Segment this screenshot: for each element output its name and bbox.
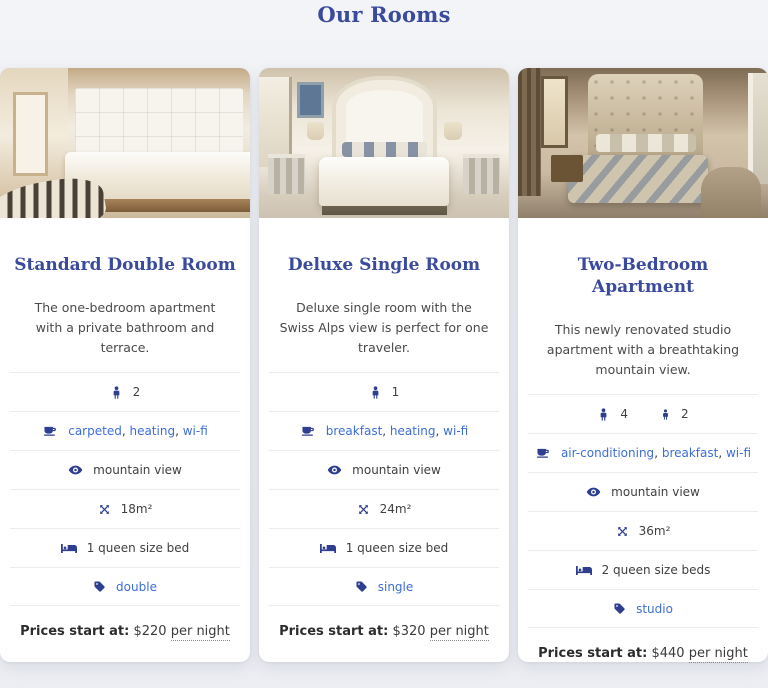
expand-arrows-icon <box>357 503 370 516</box>
photo-duvet <box>568 155 708 203</box>
children-count: 2 <box>681 407 689 421</box>
facility-link[interactable]: breakfast <box>661 446 719 460</box>
size-value: 24m² <box>379 502 412 516</box>
photo-headboard <box>75 88 243 160</box>
photo-mirror <box>748 73 768 184</box>
facility-link[interactable]: heating <box>129 424 176 438</box>
photo-lamp <box>307 122 325 140</box>
adults-count: 2 <box>132 385 141 399</box>
size-row <box>528 511 758 550</box>
facilities-links: carpeted, heating, wi-fi <box>68 424 208 438</box>
bed-icon <box>320 542 336 555</box>
occupancy-row <box>10 372 240 411</box>
room-description: The one-bedroom apartment with a private bathroom and terrace. <box>34 300 216 355</box>
facilities-links: air-conditioning, breakfast, wi-fi <box>560 446 752 460</box>
eye-icon <box>586 486 601 498</box>
person-icon <box>110 385 123 400</box>
room-cards-list <box>0 68 768 662</box>
room-features <box>269 372 499 606</box>
price-amount: $320 <box>392 624 426 639</box>
category-row <box>269 567 499 606</box>
adults-count: 4 <box>620 407 628 421</box>
facilities-row <box>269 411 499 450</box>
person-icon <box>597 407 610 422</box>
occupancy-row <box>269 372 499 411</box>
price-line <box>265 624 503 639</box>
room-description: Deluxe single room with the Swiss Alps view is perfect for one traveler. <box>279 300 489 355</box>
room-title: Deluxe Single Room <box>287 255 481 275</box>
room-photo[interactable] <box>0 68 250 218</box>
size-row <box>10 489 240 528</box>
room-title: Two-Bedroom Apartment <box>577 255 709 297</box>
room-features <box>528 394 758 628</box>
photo-lamp <box>444 122 462 140</box>
photo-curtain <box>518 68 541 196</box>
size-row <box>269 489 499 528</box>
facility-link[interactable]: carpeted <box>68 424 122 438</box>
tag-icon <box>93 580 106 593</box>
view-row <box>10 450 240 489</box>
facility-link[interactable]: wi-fi <box>182 424 208 438</box>
category-link[interactable]: single <box>377 579 414 594</box>
bed-row <box>269 528 499 567</box>
photo-window <box>541 76 569 148</box>
eye-icon <box>68 464 83 476</box>
expand-arrows-icon <box>98 503 111 516</box>
facilities-row <box>528 433 758 472</box>
size-value: 18m² <box>120 502 153 516</box>
price-unit[interactable]: per night <box>688 646 748 661</box>
room-photo[interactable] <box>259 68 509 218</box>
child-icon <box>660 408 671 421</box>
occupancy-row <box>528 394 758 433</box>
category-link[interactable]: studio <box>636 601 673 616</box>
tag-icon <box>355 580 368 593</box>
photo-nightstand <box>551 155 584 182</box>
coffee-cup-icon <box>42 424 58 438</box>
view-value: mountain view <box>611 485 700 499</box>
size-value: 36m² <box>638 524 671 538</box>
bed-row <box>528 550 758 589</box>
facilities-links: breakfast, heating, wi-fi <box>325 424 469 438</box>
view-value: mountain view <box>352 463 441 477</box>
expand-arrows-icon <box>616 525 629 538</box>
tag-icon <box>613 602 626 615</box>
facility-link[interactable]: wi-fi <box>725 446 752 460</box>
room-photo[interactable] <box>518 68 768 218</box>
facility-link[interactable]: breakfast <box>325 424 383 438</box>
person-icon <box>369 385 382 400</box>
bed-value: 1 queen size bed <box>345 541 449 555</box>
eye-icon <box>327 464 342 476</box>
room-title: Standard Double Room <box>14 255 236 275</box>
coffee-cup-icon <box>535 446 551 460</box>
facility-link[interactable]: wi-fi <box>443 424 469 438</box>
price-amount: $440 <box>651 646 685 661</box>
room-card <box>518 68 768 662</box>
price-label: Prices start at: <box>538 646 648 661</box>
room-features <box>10 372 240 606</box>
bed-icon <box>576 564 592 577</box>
bed-row <box>10 528 240 567</box>
view-row <box>528 472 758 511</box>
photo-bed <box>319 157 449 207</box>
price-unit[interactable]: per night <box>429 624 489 639</box>
facility-link[interactable]: air-conditioning <box>560 446 655 460</box>
category-link[interactable]: double <box>116 579 157 594</box>
bed-value: 1 queen size bed <box>86 541 190 555</box>
price-unit[interactable]: per night <box>170 624 230 639</box>
room-description: This newly renovated studio apartment with a breathtaking mountain view. <box>546 322 740 377</box>
photo-armchair <box>701 167 761 218</box>
view-row <box>269 450 499 489</box>
facilities-row <box>10 411 240 450</box>
photo-pillows <box>596 134 696 152</box>
price-amount: $220 <box>133 624 167 639</box>
view-value: mountain view <box>93 463 182 477</box>
photo-nightstand <box>268 154 306 195</box>
price-line <box>524 646 762 661</box>
photo-door <box>13 92 48 176</box>
adults-count: 1 <box>391 385 400 399</box>
page-title: Our Rooms <box>317 2 451 27</box>
coffee-cup-icon <box>300 424 316 438</box>
bed-icon <box>61 542 77 555</box>
category-row <box>10 567 240 606</box>
photo-pillows <box>342 142 427 157</box>
facility-link[interactable]: heating <box>389 424 436 438</box>
room-card <box>0 68 250 662</box>
photo-wall-art <box>297 82 325 118</box>
price-label: Prices start at: <box>279 624 389 639</box>
bed-value: 2 queen size beds <box>601 563 711 577</box>
price-label: Prices start at: <box>20 624 130 639</box>
room-card <box>259 68 509 662</box>
photo-nightstand <box>463 154 501 195</box>
price-line <box>6 624 244 639</box>
category-row <box>528 589 758 628</box>
